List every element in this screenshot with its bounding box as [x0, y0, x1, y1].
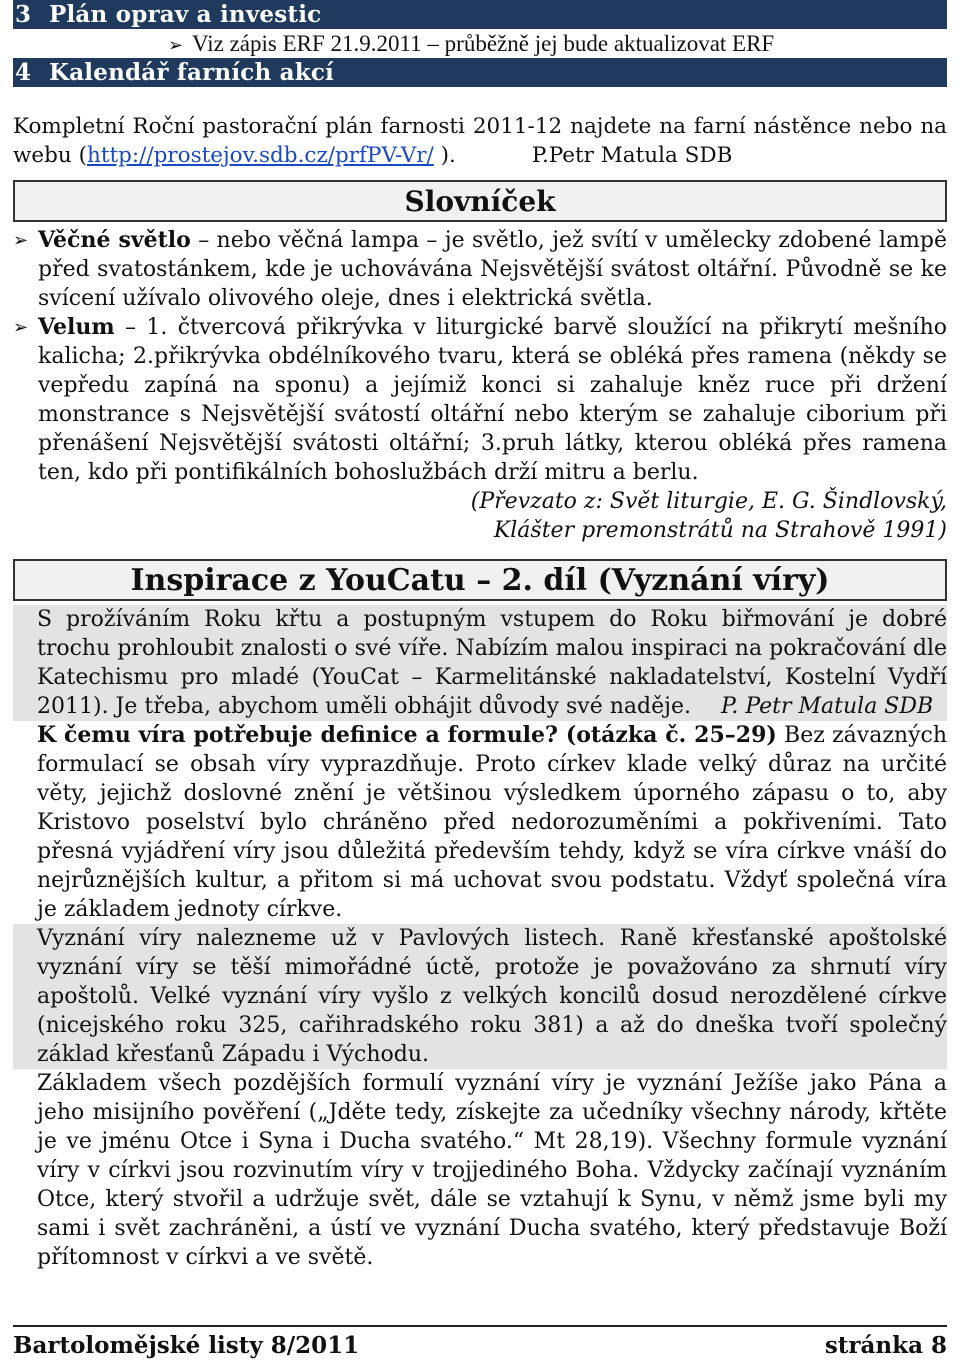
arrow-bullet-icon: ➢: [13, 230, 29, 251]
youcat-paragraph-3: Základem všech pozdějších formulí vyznání víry je vyznání Ježíše jako Pána a jeho misijního pověření („Jděte tedy, získejte za učedníky všechny národy, křtěte je ve jménu Otce i Syna i Ducha svatého.“ Mt 28,19). Všechny formule vyznání víry v církvi jsou rozvinutím víry v trojjediného Boha. Vždycky začínají vyznáním Otce, který stvořil a udržuje svět, dále se vztahují k Synu, v němž jsme byli my sami i svět zachráněni, a ústí ve vyznání Ducha svatého, který představuje Boží přítomnost v církvi a ve světě.: [37, 1071, 947, 1270]
footer-publication: Bartolomějské listy 8/2011: [13, 1332, 360, 1359]
glossary-definition: – nebo věčná lampa – je světlo, jež svítí v umělecky zdobené lampě před svatostánkem, kde je uchovávána Nejsvětější svátost oltářní. Původně se ke svícení užívalo olivového oleje, dnes i elektrická světla.: [38, 228, 947, 311]
youcat-question: K čemu víra potřebuje definice a formule? (otázka č. 25–29): [37, 722, 777, 748]
section-4-number: 4: [15, 59, 32, 86]
section-3-title: Plán oprav a investic: [49, 1, 322, 28]
youcat-paragraph-1-text: Bez závazných formulací se obsah víry vyprazdňuje. Proto církev klade velký důraz na určité věty, jejichž doslovné znění je většinou výsledkem úporného zápasu o to, aby Kristovo poselství bylo chráněno před nedorozuměními a pokřiveními. Tato přesná vyjádření víry jsou důležitá především tehdy, když se víra církve vnáší do nejrůznějších kultur, a přitom si má uchovat svou podstatu. Vždyť společná víra je základem jednoty církve.: [37, 723, 948, 922]
youcat-title: Inspirace z YouCatu – 2. díl (Vyznání víry): [13, 559, 947, 601]
calendar-text-end: ).: [433, 143, 456, 168]
glossary-definition: – 1. čtvercová přikrývka v liturgické barvě sloužící na přikrytí mešního kalicha; 2.přikrývka obdélníkového tvaru, která se obléká přes ramena (někdy se vepředu zapíná na sponu) a jejímiž konci si zahaluje kněz ruce při držení monstrance s Nejsvětější svátostí oltářní nebo kterým se zahaluje ciborium při přenášení Nejsvětější svátosti oltářní; 3.pruh látky, kterou obléká přes ramena ten, kdo při pontifikálních bohoslužbách drží mitru a berlu.: [38, 315, 947, 485]
glossary-term: Věčné světlo: [38, 227, 191, 253]
youcat-intro-signature: P. Petr Matula SDB: [720, 694, 934, 719]
calendar-paragraph: [13, 112, 947, 170]
section-3-number: 3: [15, 1, 32, 28]
parish-web-link[interactable]: http://prostejov.sdb.cz/prfPV-Vr/: [86, 143, 434, 168]
page-footer: [13, 1325, 947, 1360]
glossary-item-eternal-light: [13, 226, 947, 313]
arrow-bullet-icon: ➢: [13, 317, 29, 338]
arrow-bullet-icon: ➢: [168, 35, 184, 56]
glossary-item-velum: [13, 313, 947, 487]
glossary-term: Velum: [38, 314, 115, 340]
calendar-signature: P.Petr Matula SDB: [531, 143, 733, 168]
section-4-title: Kalendář farních akcí: [49, 59, 334, 86]
section-4-header: [13, 58, 947, 87]
youcat-paragraph-2: Vyznání víry nalezneme už v Pavlových listech. Raně křesťanské apoštolské vyznání víry se těší mimořádné úctě, protože je považováno za shrnutí víry apoštolů. Velké vyznání víry vyšlo z velkých koncilů dosud nerozdělené církve (nicejského roku 325, cařihradského roku 381) a až do dneška tvoří společný základ křesťanů Západu i Východu.: [13, 924, 947, 1069]
youcat-intro-text: S prožíváním Roku křtu a postupným vstupem do Roku biřmování je dobré trochu prohloubit znalosti o své víře. Nabízím malou inspiraci na pokračování dle Katechismu pro mladé (YouCat – Karmelitánské nakladatelství, Kostelní Vydří 2011). Je třeba, abychom uměli obhájit důvody své naděje.: [37, 607, 947, 719]
section-3-bullet: [13, 29, 947, 58]
glossary-title: Slovníček: [13, 180, 947, 222]
calendar-text: Kompletní Roční pastorační plán farnosti 2011-12 najdete na farní nástěnce nebo na webu (: [13, 114, 947, 168]
glossary-citation-line-1: (Převzato z: Svět liturgie, E. G. Šindlovský,: [470, 489, 947, 514]
section-3-header: [13, 0, 947, 29]
section-3-bullet-text: Viz zápis ERF 21.9.2011 – průběžně jej bude aktualizovat ERF: [192, 31, 775, 56]
glossary-citation-line-2: Klášter premonstrátů na Strahově 1991): [493, 518, 947, 543]
youcat-intro: [13, 605, 947, 721]
footer-page-number: stránka 8: [824, 1332, 947, 1359]
youcat-paragraph-1: [13, 721, 947, 924]
